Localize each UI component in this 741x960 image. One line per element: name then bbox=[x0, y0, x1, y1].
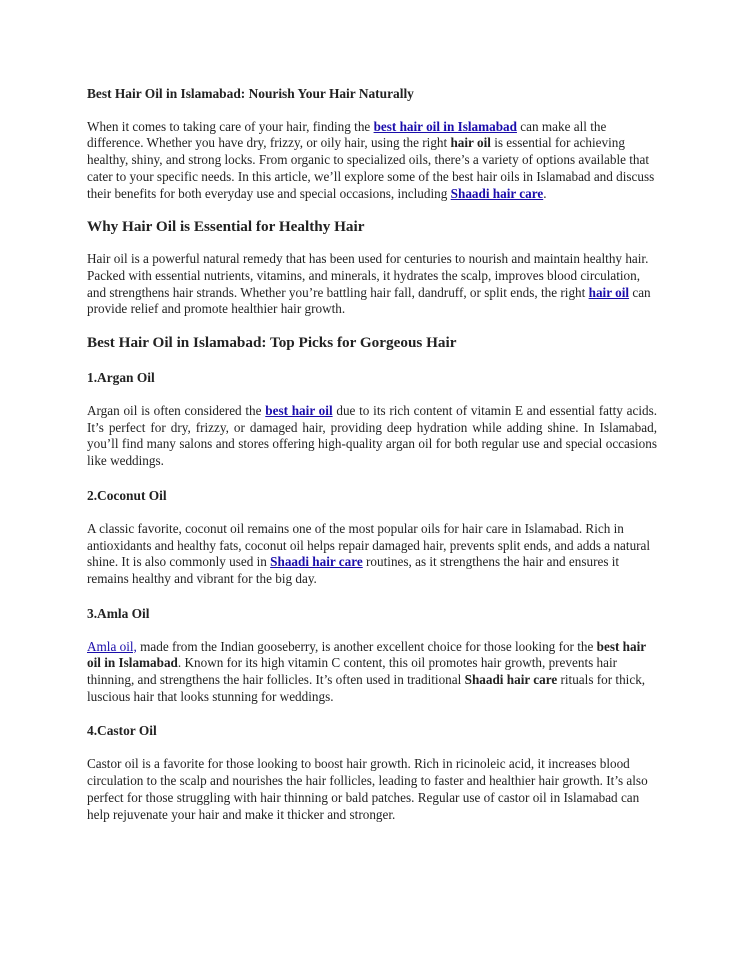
argan-text-2: due to its rich content of vitamin E and essential fatty acids. It’s perfect for dry, frizzy, or damaged hair, providing deep hydration while adding shine. In Islamabad, you’ll find many salons and stores offering high-quality argan oil for both regular use and special occasions like weddings. bbox=[87, 403, 658, 469]
amla-oil-heading: 3.Amla Oil bbox=[87, 605, 150, 621]
intro-text-1: When it comes to taking care of your hair, finding the bbox=[87, 118, 374, 134]
argan-text-1: Argan oil is often considered the bbox=[87, 403, 266, 419]
amla-oil-paragraph bbox=[87, 639, 657, 706]
argan-oil-heading: 1.Argan Oil bbox=[87, 370, 155, 386]
amla-text-1: made from the Indian gooseberry, is another excellent choice for those looking for the bbox=[136, 638, 597, 654]
argan-oil-paragraph bbox=[87, 403, 657, 470]
amla-bold-best-hair-oil: best hair oil in Islamabad bbox=[87, 638, 646, 671]
best-hair-oil-link[interactable]: best hair oil bbox=[265, 403, 333, 419]
shaadi-hair-care-link[interactable]: Shaadi hair care bbox=[450, 185, 544, 201]
why-hair-oil-paragraph bbox=[87, 251, 657, 318]
article-title: Best Hair Oil in Islamabad: Nourish Your Hair Naturally bbox=[87, 86, 414, 101]
hair-oil-link[interactable]: hair oil bbox=[588, 284, 630, 300]
coconut-text-1: A classic favorite, coconut oil remains one of the most popular oils for hair care in Islamabad. Rich in antioxidants and healthy fats, coconut oil helps repair damaged hair, prevents split ends, and adds a natural shine. It is also commonly used in bbox=[87, 520, 651, 570]
intro-text-2: can make all the difference. Whether you have dry, frizzy, or oily hair, using the right bbox=[87, 118, 607, 151]
intro-bold-hair-oil: hair oil bbox=[450, 135, 491, 151]
document-page bbox=[87, 86, 657, 823]
shaadi-hair-care-link-2[interactable]: Shaadi hair care bbox=[270, 554, 363, 570]
coconut-oil-paragraph bbox=[87, 521, 657, 588]
best-hair-oil-in-islamabad-link[interactable]: best hair oil in Islamabad bbox=[373, 118, 517, 134]
amla-text-3: rituals for thick, luscious hair that looks stunning for weddings. bbox=[87, 672, 646, 704]
amla-bold-shaadi-hair-care: Shaadi hair care bbox=[464, 672, 558, 688]
castor-oil-heading: 4.Castor Oil bbox=[87, 723, 157, 739]
top-picks-heading: Best Hair Oil in Islamabad: Top Picks for Gorgeous Hair bbox=[87, 334, 457, 352]
castor-oil-paragraph: Castor oil is a favorite for those looking to boost hair growth. Rich in ricinoleic acid, it increases blood circulation to the scalp and nourishes the hair follicles, leading to faster and healthier hair growth. It’s also perfect for those struggling with hair thinning or bald patches. Regular use of castor oil in Islamabad can help rejuvenate your hair and make it thicker and stronger. bbox=[87, 756, 648, 822]
intro-text-4: . bbox=[543, 185, 547, 201]
why-text-1: Hair oil is a powerful natural remedy that has been used for centuries to nourish and maintain healthy hair. Packed with essential nutrients, vitamins, and minerals, it hydrates the scalp, improves blood circulation, and strengthens hair strands. Whether you’re battling hair fall, dandruff, or split ends, the right bbox=[87, 251, 649, 300]
amla-oil-link[interactable]: Amla oil, bbox=[87, 638, 137, 654]
intro-text-3: is essential for achieving healthy, shiny, and strong locks. From organic to specialized oils, there’s a variety of options available that cater to your specific needs. In this article, we’ll explore some of the best hair oils in Islamabad and discuss their benefits for both everyday use and special occasions, including bbox=[87, 135, 655, 201]
amla-text-2: . Known for its high vitamin C content, this oil promotes hair growth, prevents hair thinning, and strengthens the hair follicles. It’s often used in traditional bbox=[87, 655, 618, 688]
coconut-oil-heading: 2.Coconut Oil bbox=[87, 487, 167, 503]
why-text-2: can provide relief and promote healthier hair growth. bbox=[87, 284, 651, 317]
intro-paragraph bbox=[87, 119, 657, 203]
coconut-text-2: routines, as it strengthens the hair and ensures it remains healthy and vibrant for the big day. bbox=[87, 554, 620, 586]
why-hair-oil-heading: Why Hair Oil is Essential for Healthy Hair bbox=[87, 218, 365, 236]
